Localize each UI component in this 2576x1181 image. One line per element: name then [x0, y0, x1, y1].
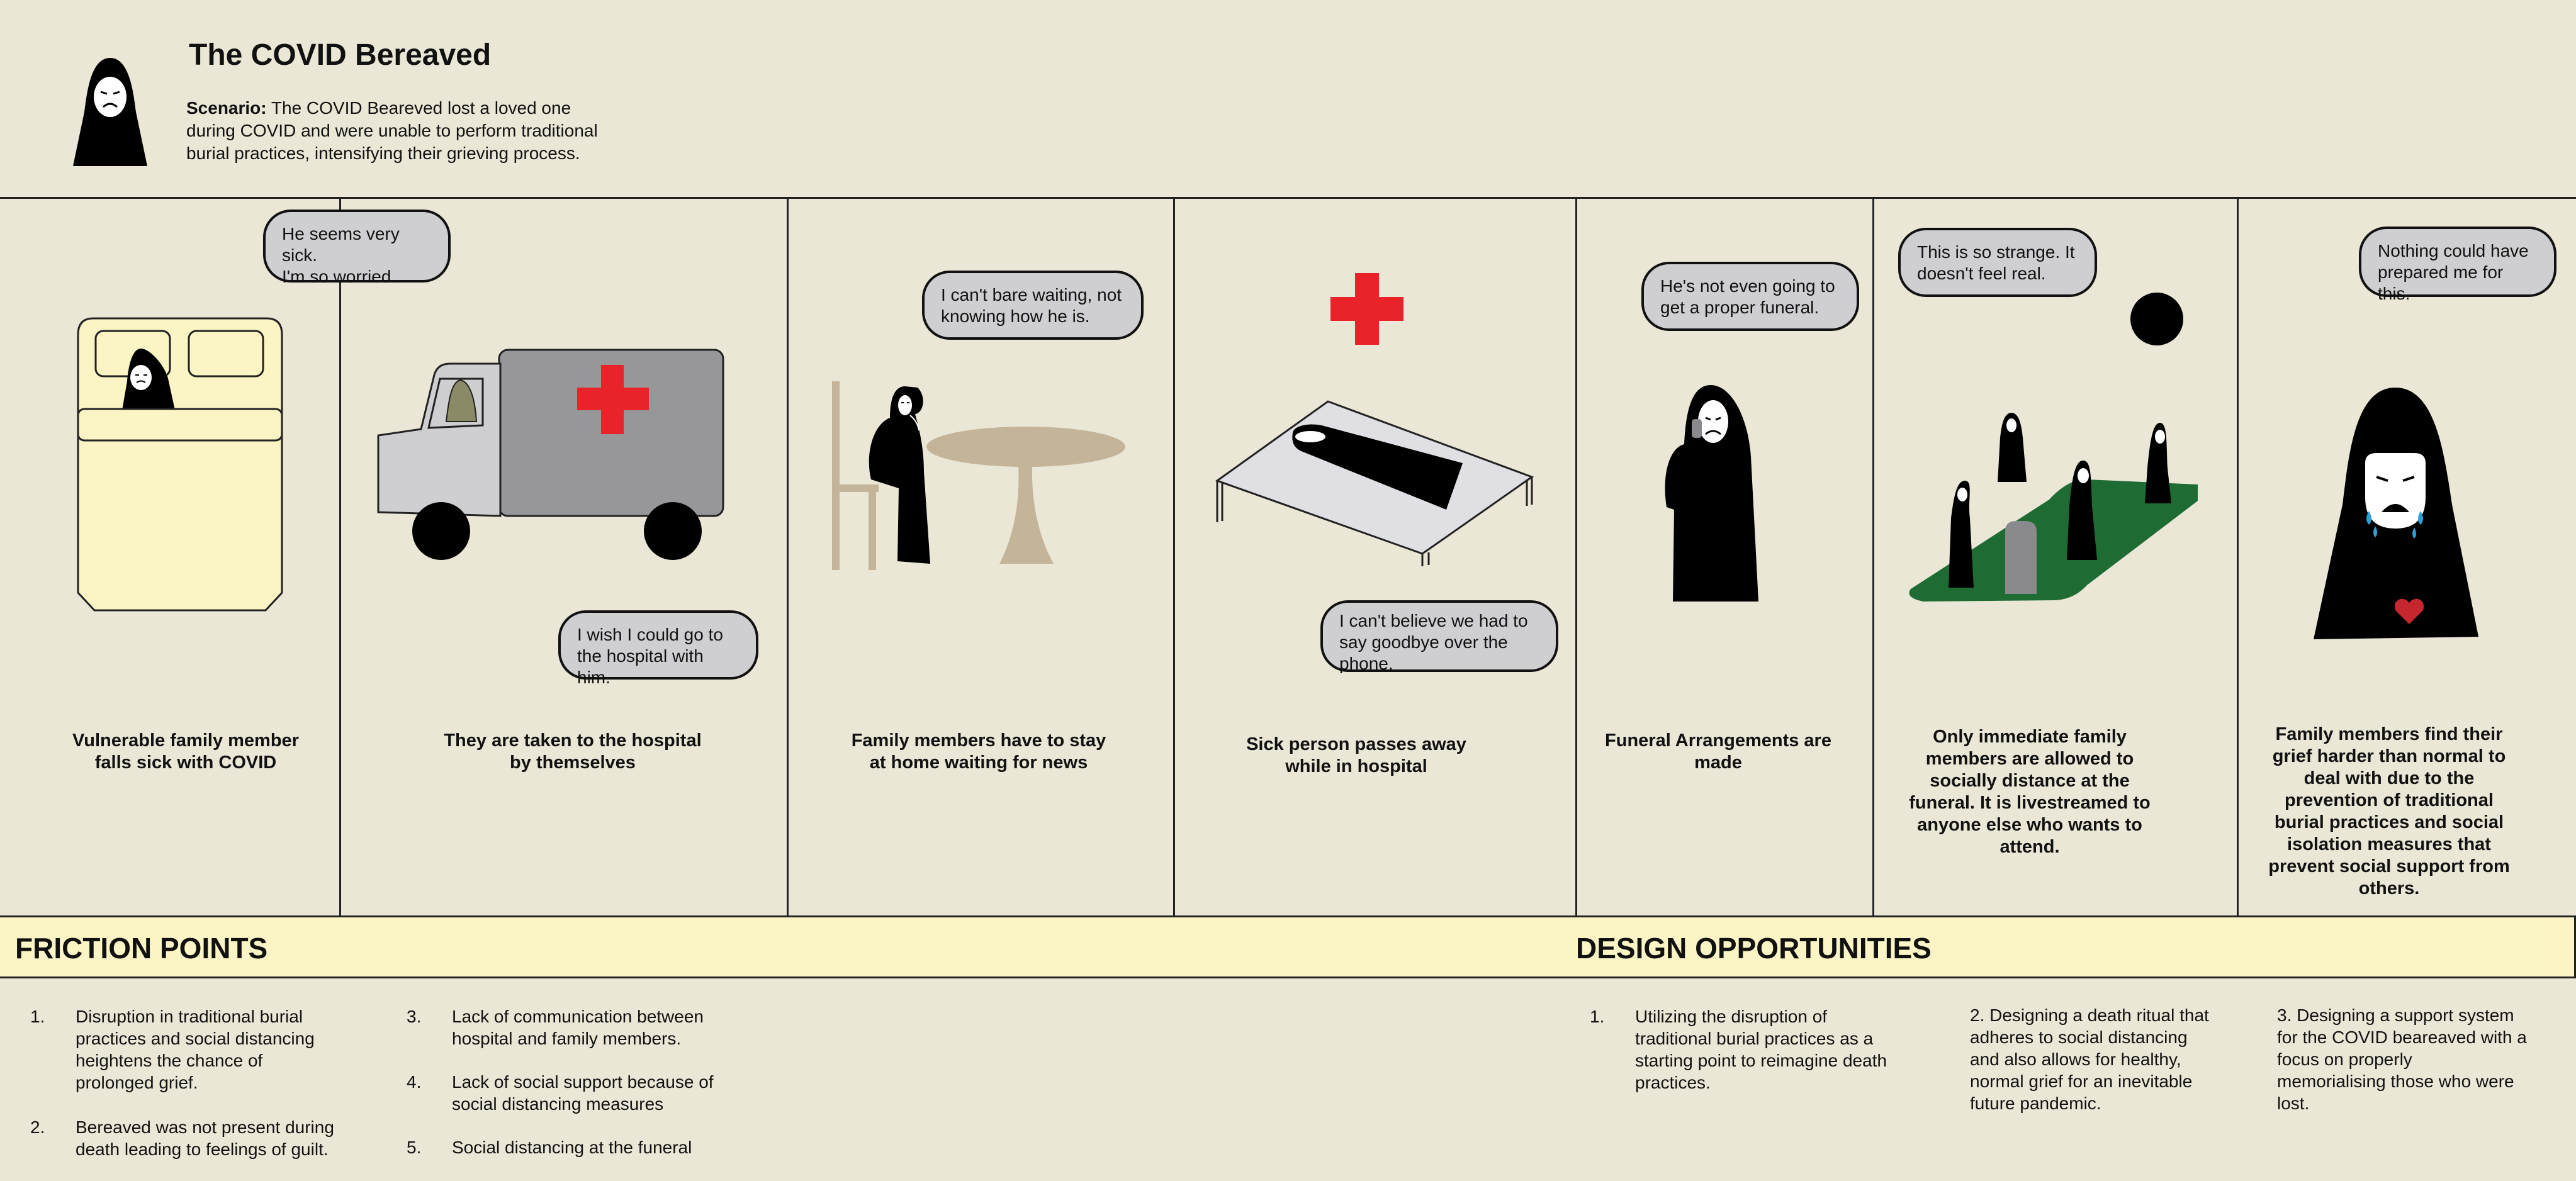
- grieving-figure-illustration: [2311, 385, 2481, 642]
- caption-line: Family members find their: [2275, 724, 2503, 744]
- bubble-line: I'm so worried.: [282, 267, 397, 286]
- friction-points-heading: FRICTION POINTS: [15, 932, 268, 965]
- caption-line: attend.: [1999, 837, 2060, 857]
- caption-line: while in hospital: [1285, 756, 1427, 776]
- caption-line: grief harder than normal to: [2272, 746, 2506, 766]
- scenario-line: during COVID and were unable to perform traditional: [186, 121, 598, 140]
- deathbed-table-illustration: [1215, 398, 1536, 569]
- item-number: 5.: [407, 1138, 422, 1157]
- item-line: prolonged grief.: [76, 1073, 198, 1092]
- caption-line: prevent social support from: [2268, 856, 2510, 876]
- caption-line: Sick person passes away: [1246, 734, 1466, 754]
- caption-line: at home waiting for news: [869, 753, 1088, 773]
- bubble-line: This is so strange. It: [1917, 242, 2075, 262]
- stage-divider: [1872, 197, 1874, 917]
- caption-line: burial practices and social: [2274, 812, 2504, 832]
- item-line: 2. Designing a death ritual that: [1970, 1005, 2209, 1025]
- bubble-line: doesn't feel real.: [1917, 264, 2046, 283]
- stage-divider: [2237, 197, 2239, 917]
- stage-caption: [1885, 726, 2174, 858]
- bubble-line: I can't bare waiting, not: [941, 285, 1122, 305]
- item-number: 1.: [1590, 1007, 1605, 1026]
- caption-line: made: [1694, 753, 1742, 773]
- item-number: 1.: [30, 1007, 45, 1026]
- stage-divider: [787, 197, 789, 917]
- item-line: 3. Designing a support system: [2277, 1005, 2514, 1025]
- stage-caption: [812, 730, 1145, 774]
- caption-line: funeral. It is livestreamed to: [1909, 793, 2151, 813]
- bubble-line: I wish I could go to: [577, 625, 723, 644]
- item-line: starting point to reimagine death: [1635, 1051, 1887, 1070]
- speech-bubble: [922, 271, 1144, 340]
- sick-in-bed-illustration: [74, 316, 286, 613]
- caption-line: socially distance at the: [1930, 771, 2130, 791]
- speech-bubble: [263, 210, 451, 286]
- item-line: Lack of communication between: [452, 1007, 704, 1026]
- scenario-line: burial practices, intensifying their grieving process.: [186, 143, 580, 163]
- bubble-line: get a proper funeral.: [1660, 298, 1820, 317]
- item-line: Lack of social support because of: [452, 1072, 714, 1092]
- item-line: heightens the chance of: [76, 1051, 263, 1070]
- speech-bubble: [2359, 227, 2556, 303]
- bubble-line: I can't believe we had to: [1339, 611, 1528, 630]
- caption-line: anyone else who wants to: [1917, 815, 2142, 835]
- caption-line: Funeral Arrangements are: [1605, 730, 1831, 751]
- item-line: memorialising those who were: [2277, 1072, 2514, 1091]
- caption-line: They are taken to the hospital: [444, 730, 702, 751]
- scenario-label: Scenario:: [186, 98, 267, 118]
- caption-line: falls sick with COVID: [94, 753, 277, 773]
- caption-line: Family members have to stay: [851, 730, 1106, 751]
- item-number: 3.: [407, 1007, 422, 1026]
- stage-caption: [1196, 734, 1517, 778]
- section-band: [0, 915, 2576, 978]
- bubble-line: phone.: [1339, 654, 1393, 673]
- speech-bubble: [1898, 228, 2097, 297]
- caption-line: isolation measures that: [2287, 834, 2491, 854]
- friction-item: [407, 1005, 759, 1049]
- scenario-line: The COVID Beareved lost a loved one: [271, 98, 571, 118]
- item-line: Utilizing the disruption of: [1635, 1007, 1828, 1026]
- item-number: 4.: [407, 1072, 422, 1092]
- caption-line: members are allowed to: [1925, 749, 2134, 769]
- phone-call-figure-illustration: [1650, 381, 1760, 603]
- item-line: Social distancing at the funeral: [452, 1138, 692, 1157]
- distanced-funeral-illustration: [1904, 405, 2204, 603]
- caption-line: by themselves: [510, 753, 636, 773]
- design-opportunities-heading: DESIGN OPPORTUNITIES: [1576, 932, 1932, 965]
- bubble-line: prepared me for this.: [2378, 262, 2504, 303]
- sun-icon: [2130, 292, 2184, 346]
- bubble-line: He's not even going to: [1660, 276, 1835, 296]
- friction-item: [407, 1136, 759, 1159]
- stage-divider: [339, 197, 341, 917]
- item-number: 2.: [30, 1117, 45, 1137]
- design-opportunity-item: [2277, 1004, 2567, 1117]
- red-cross-icon: [1330, 273, 1403, 345]
- bubble-line: the hospital with him.: [577, 646, 704, 687]
- stage-divider: [1173, 197, 1175, 917]
- caption-line: Vulnerable family member: [72, 730, 299, 751]
- stage-caption: [25, 730, 346, 774]
- waiting-at-table-illustration: [830, 378, 1129, 576]
- stage-divider: [1575, 197, 1577, 917]
- caption-line: others.: [2358, 878, 2420, 898]
- item-line: hospital and family members.: [452, 1029, 682, 1048]
- stage-caption: [403, 730, 743, 774]
- item-line: practices and social distancing: [76, 1029, 315, 1048]
- friction-item: [30, 1116, 357, 1160]
- item-line: traditional burial practices as a: [1635, 1029, 1874, 1048]
- bubble-line: knowing how he is.: [941, 306, 1090, 326]
- item-line: practices.: [1635, 1073, 1711, 1092]
- item-line: for the COVID beareaved with a: [2277, 1027, 2527, 1047]
- bubble-line: say goodbye over the: [1339, 632, 1508, 652]
- item-line: death leading to feelings of guilt.: [76, 1139, 329, 1159]
- speech-bubble: [1320, 600, 1558, 672]
- speech-bubble: [558, 610, 758, 687]
- bereaved-figure-icon: [70, 55, 150, 169]
- header-divider: [0, 197, 2576, 199]
- item-line: social distancing measures: [452, 1094, 664, 1114]
- friction-item: [407, 1071, 759, 1115]
- caption-line: prevention of traditional: [2285, 790, 2494, 810]
- ambulance-illustration: [374, 347, 727, 561]
- page-title: The COVID Bereaved: [189, 38, 492, 72]
- design-opportunity-item: [1970, 1004, 2241, 1117]
- item-line: future pandemic.: [1970, 1094, 2101, 1113]
- item-line: Bereaved was not present during: [76, 1117, 334, 1137]
- item-line: normal grief for an inevitable: [1970, 1072, 2193, 1091]
- speech-bubble: [1641, 262, 1859, 331]
- stage-caption: [2244, 724, 2534, 900]
- item-line: lost.: [2277, 1094, 2310, 1113]
- friction-item: [30, 1005, 357, 1094]
- item-line: focus on properly: [2277, 1049, 2412, 1069]
- scenario-text: [186, 97, 665, 165]
- bubble-line: He seems very sick.: [282, 224, 400, 265]
- item-line: and also allows for healthy,: [1970, 1049, 2181, 1069]
- stage-caption: [1573, 730, 1863, 774]
- caption-line: Only immediate family: [1933, 727, 2127, 747]
- item-line: adheres to social distancing: [1970, 1027, 2188, 1047]
- design-opportunity-item: [1590, 1005, 1917, 1094]
- item-line: Disruption in traditional burial: [76, 1007, 303, 1026]
- bubble-line: Nothing could have: [2378, 241, 2529, 260]
- caption-line: deal with due to the: [2303, 768, 2475, 788]
